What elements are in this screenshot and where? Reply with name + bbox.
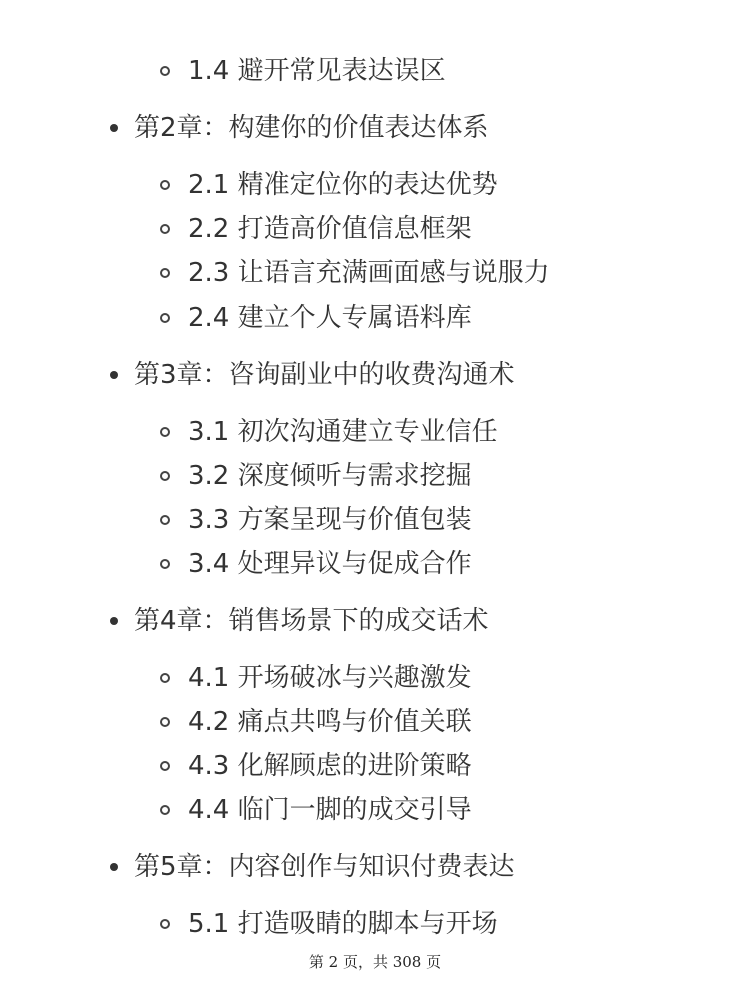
- toc-section-label: 3.3 方案呈现与价值包装: [188, 505, 472, 535]
- toc-chapter-2: [110, 112, 489, 144]
- toc-section-label: 2.4 建立个人专属语料库: [188, 303, 472, 333]
- toc-section-3-2: [160, 460, 472, 492]
- hollow-bullet-icon: [160, 761, 170, 771]
- hollow-bullet-icon: [160, 313, 170, 323]
- toc-chapter-label: 第2章：构建你的价值表达体系: [134, 113, 489, 143]
- toc-section-4-1: [160, 662, 472, 694]
- toc-section-5-1: [160, 908, 498, 940]
- hollow-bullet-icon: [160, 673, 170, 683]
- toc-section-3-1: [160, 416, 498, 448]
- hollow-bullet-icon: [160, 471, 170, 481]
- toc-section-4-4: [160, 794, 472, 826]
- toc-section-2-4: [160, 302, 472, 334]
- toc-section-4-3: [160, 750, 472, 782]
- bullet-icon: [110, 124, 118, 132]
- toc-section-1-4: [160, 55, 446, 87]
- toc-section-label: 3.1 初次沟通建立专业信任: [188, 417, 498, 447]
- toc-section-4-2: [160, 706, 472, 738]
- bullet-icon: [110, 863, 118, 871]
- toc-section-label: 2.3 让语言充满画面感与说服力: [188, 258, 550, 288]
- toc-chapter-label: 第4章：销售场景下的成交话术: [134, 606, 489, 636]
- bullet-icon: [110, 617, 118, 625]
- toc-section-3-4: [160, 548, 472, 580]
- hollow-bullet-icon: [160, 224, 170, 234]
- page-number-footer: 第 2 页，共 308 页: [308, 953, 442, 971]
- toc-chapter-4: [110, 605, 489, 637]
- hollow-bullet-icon: [160, 268, 170, 278]
- toc-chapter-5: [110, 851, 515, 883]
- hollow-bullet-icon: [160, 559, 170, 569]
- hollow-bullet-icon: [160, 919, 170, 929]
- hollow-bullet-icon: [160, 427, 170, 437]
- toc-section-2-1: [160, 169, 498, 201]
- hollow-bullet-icon: [160, 717, 170, 727]
- toc-section-label: 5.1 打造吸睛的脚本与开场: [188, 909, 498, 939]
- toc-section-label: 3.4 处理异议与促成合作: [188, 549, 472, 579]
- toc-section-label: 3.2 深度倾听与需求挖掘: [188, 461, 472, 491]
- hollow-bullet-icon: [160, 515, 170, 525]
- toc-chapter-3: [110, 359, 515, 391]
- toc-section-label: 4.2 痛点共鸣与价值关联: [188, 707, 472, 737]
- toc-section-label: 4.3 化解顾虑的进阶策略: [188, 751, 472, 781]
- toc-section-2-3: [160, 257, 550, 289]
- toc-section-label: 2.1 精准定位你的表达优势: [188, 170, 498, 200]
- toc-section-2-2: [160, 213, 472, 245]
- bullet-icon: [110, 371, 118, 379]
- toc-chapter-label: 第5章：内容创作与知识付费表达: [134, 852, 515, 882]
- toc-section-3-3: [160, 504, 472, 536]
- toc-chapter-label: 第3章：咨询副业中的收费沟通术: [134, 360, 515, 390]
- hollow-bullet-icon: [160, 180, 170, 190]
- toc-section-label: 1.4 避开常见表达误区: [188, 56, 446, 86]
- toc-section-label: 2.2 打造高价值信息框架: [188, 214, 472, 244]
- hollow-bullet-icon: [160, 66, 170, 76]
- toc-section-label: 4.1 开场破冰与兴趣激发: [188, 663, 472, 693]
- toc-section-label: 4.4 临门一脚的成交引导: [188, 795, 472, 825]
- hollow-bullet-icon: [160, 805, 170, 815]
